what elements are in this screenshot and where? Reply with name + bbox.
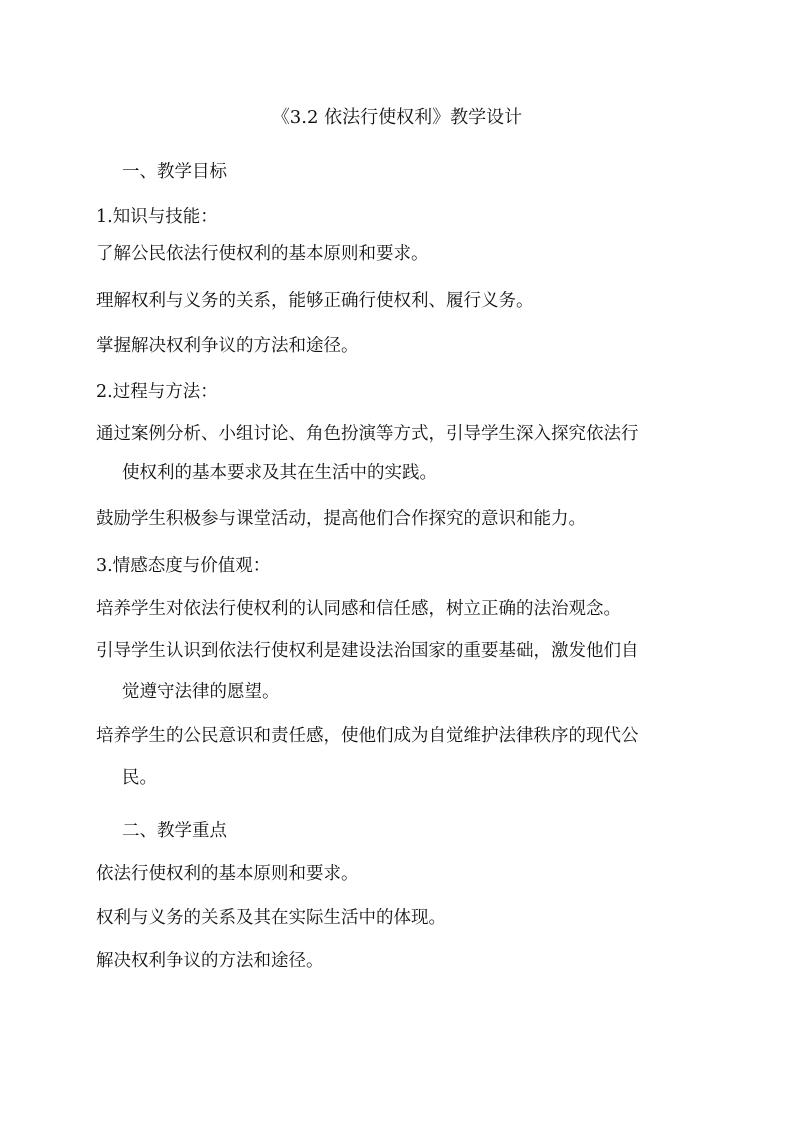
- paragraph: 培养学生的公民意识和责任感，使他们成为自觉维护法律秩序的现代公: [96, 726, 639, 746]
- document-title: 《3.2 依法行使权利》教学设计: [271, 107, 523, 128]
- paragraph-continuation: 民。: [122, 768, 157, 788]
- paragraph: 引导学生认识到依法行使权利是建设法治国家的重要基础，激发他们自: [96, 641, 639, 661]
- subsection-label-values: 3.情感态度与价值观：: [96, 556, 271, 576]
- paragraph: 解决权利争议的方法和途径。: [96, 951, 324, 971]
- paragraph: 依法行使权利的基本原则和要求。: [96, 864, 359, 884]
- paragraph: 掌握解决权利争议的方法和途径。: [96, 336, 359, 356]
- subsection-label-knowledge: 1.知识与技能：: [96, 207, 218, 227]
- paragraph: 理解权利与义务的关系，能够正确行使权利、履行义务。: [96, 291, 534, 311]
- section-heading-objectives: 一、教学目标: [122, 162, 227, 182]
- paragraph: 培养学生对依法行使权利的认同感和信任感，树立正确的法治观念。: [96, 599, 621, 619]
- paragraph: 权利与义务的关系及其在实际生活中的体现。: [96, 908, 446, 928]
- paragraph-continuation: 使权利的基本要求及其在生活中的实践。: [122, 463, 437, 483]
- paragraph: 通过案例分析、小组讨论、角色扮演等方式，引导学生深入探究依法行: [96, 424, 639, 444]
- paragraph-continuation: 觉遵守法律的愿望。: [122, 682, 280, 702]
- paragraph: 了解公民依法行使权利的基本原则和要求。: [96, 244, 429, 264]
- subsection-label-process: 2.过程与方法：: [96, 382, 218, 402]
- paragraph: 鼓励学生积极参与课堂活动，提高他们合作探究的意识和能力。: [96, 509, 586, 529]
- section-heading-key-points: 二、教学重点: [122, 821, 227, 841]
